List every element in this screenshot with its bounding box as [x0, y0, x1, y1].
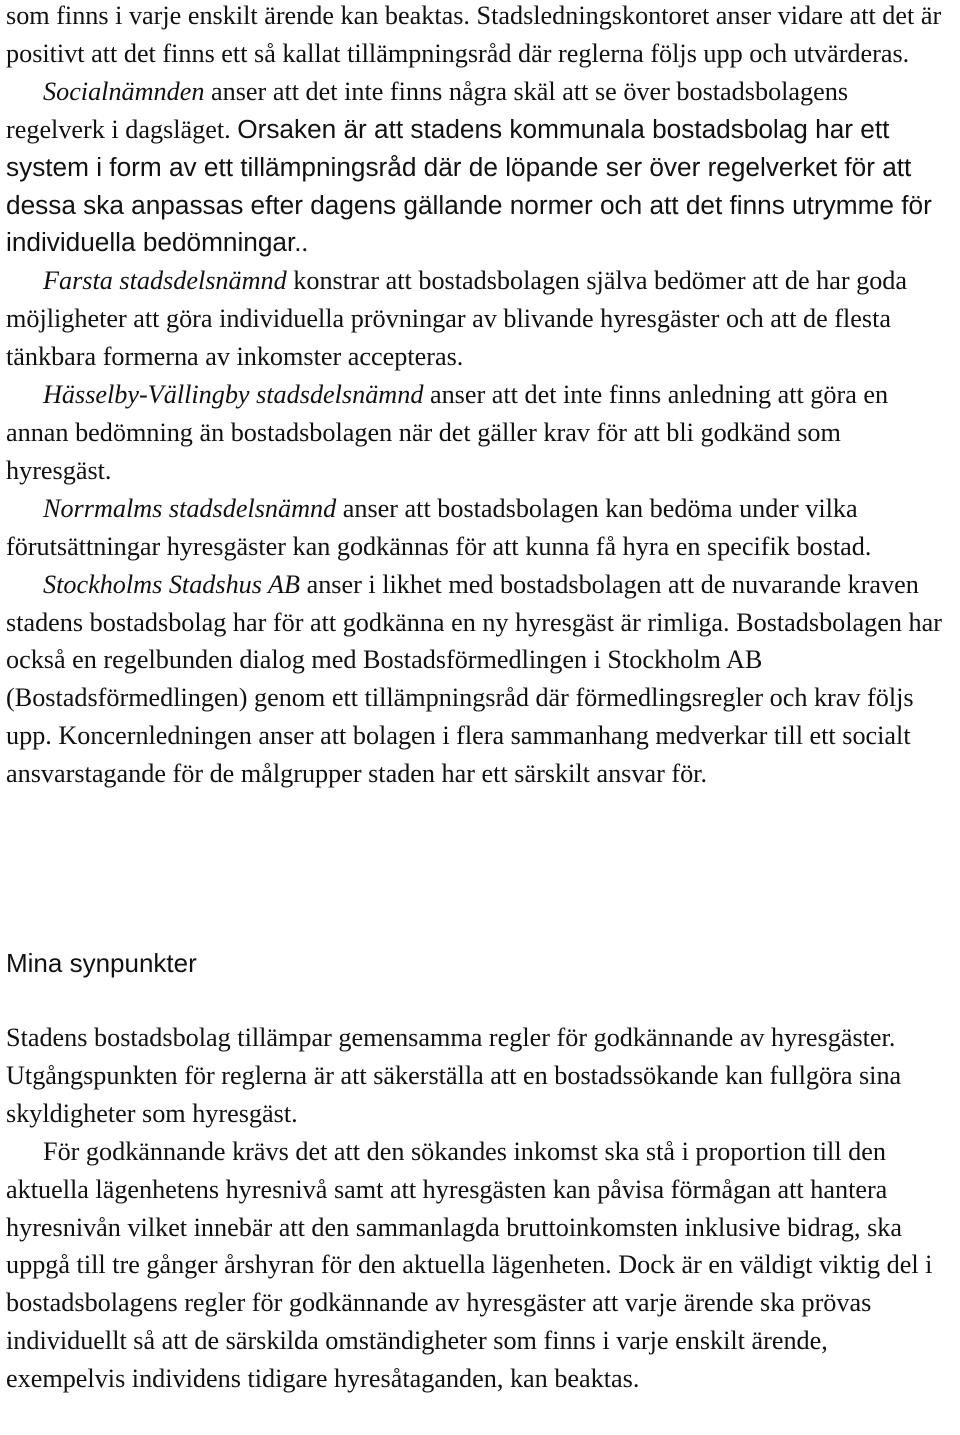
paragraph-text: anser att det inte finns anledning att göra en annan bedömning än bostadsbolagen när det gäller krav för att bli godkänd som hyresgäst. [6, 380, 889, 485]
paragraph-intro [6, 0, 952, 73]
paragraph-text: För godkännande krävs det att den sökandes inkomst ska stå i proportion till den aktuella lägenhetens hyresnivå samt att hyresgästen kan påvisa förmågan att hantera hyresnivån vilket innebär att den sammanlagda bruttoinkomsten inklusive bidrag, ska uppgå till tre gånger årshyran för den aktuella lägenheten. Dock är en väldigt viktig del i bostadsbolagens regler för godkännande av hyresgäster att varje ärende ska prövas individuellt så att de särskilda omständigheter som finns i varje enskilt ärende, exempelvis individens tidigare hyresåtaganden, kan beaktas. [6, 1136, 933, 1394]
organization-name: Hässelby-Vällingby stadsdelsnämnd [43, 380, 424, 410]
organization-name: Norrmalms stadsdelsnämnd [43, 493, 337, 523]
paragraph-text-end: . [301, 228, 309, 258]
organization-name: Farsta stadsdelsnämnd [43, 266, 287, 296]
paragraph-approval-requirements [6, 1133, 952, 1398]
paragraph-text: anser att bostadsbolagen kan bedöma under vilka förutsättningar hyresgäster kan godkännas för att kunna få hyra en specifik bostad. [6, 493, 872, 561]
document-page [6, 0, 952, 1394]
paragraph-socialnamnden [6, 73, 952, 263]
paragraph-farsta [6, 262, 952, 376]
section-body [6, 1019, 952, 1398]
paragraph-intro-text: som finns i varje enskilt ärende kan beaktas. Stadsledningskontoret anser vidare att det är positivt att det finns ett så kallat tillämpningsråd där reglerna följs upp och utvärderas. [6, 1, 942, 68]
paragraph-text: konstrar att bostadsbolagen själva bedömer att de har goda möjligheter att göra individuella prövningar av blivande hyresgäster och att de flesta tänkbara formerna av inkomster accepteras. [6, 266, 908, 372]
paragraph-text: anser att det inte finns några skäl att se över bostadsbolagens regelverk i dagsläget. [6, 76, 849, 144]
paragraph-text-sans: Orsaken är att stadens kommunala bostadsbolag har ett system i form av ett tillämpningsråd där de löpande ser över regelverket för att dessa ska anpassas efter dagens gällande normer och att det finns utrymme för individuella bedömningar. [6, 113, 932, 258]
paragraph-text: Stadens bostadsbolag tillämpar gemensamma regler för godkännande av hyresgäster. Utgångspunkten för reglerna är att säkerställa att en bostadssökande kan fullgöra sina skyldigheter som hyresgäst. [6, 1023, 902, 1128]
paragraph-rules [6, 1019, 952, 1133]
paragraph-text: anser i likhet med bostadsbolagen att de nuvarande kraven stadens bostadsbolag har för att godkänna en ny hyresgäst är rimliga. Bostadsbolagen har också en regelbunden dialog med Bostadsförmedlingen i Stockholm AB (Bostadsförmedlingen) genom ett tillämpningsråd där förmedlingsregler och krav följs upp. Koncernledningen anser att bolagen i flera sammanhang medverkar till ett socialt ansvarstagande för de målgrupper staden har ett särskilt ansvar för. [6, 569, 942, 789]
organization-name: Stockholms Stadshus AB [43, 569, 301, 599]
paragraph-stadshus [6, 566, 952, 793]
organization-name: Socialnämnden [43, 76, 205, 106]
paragraph-hasselby-vallingby [6, 376, 952, 490]
section-heading: Mina synpunkter [6, 948, 197, 978]
paragraph-norrmalm [6, 490, 952, 566]
